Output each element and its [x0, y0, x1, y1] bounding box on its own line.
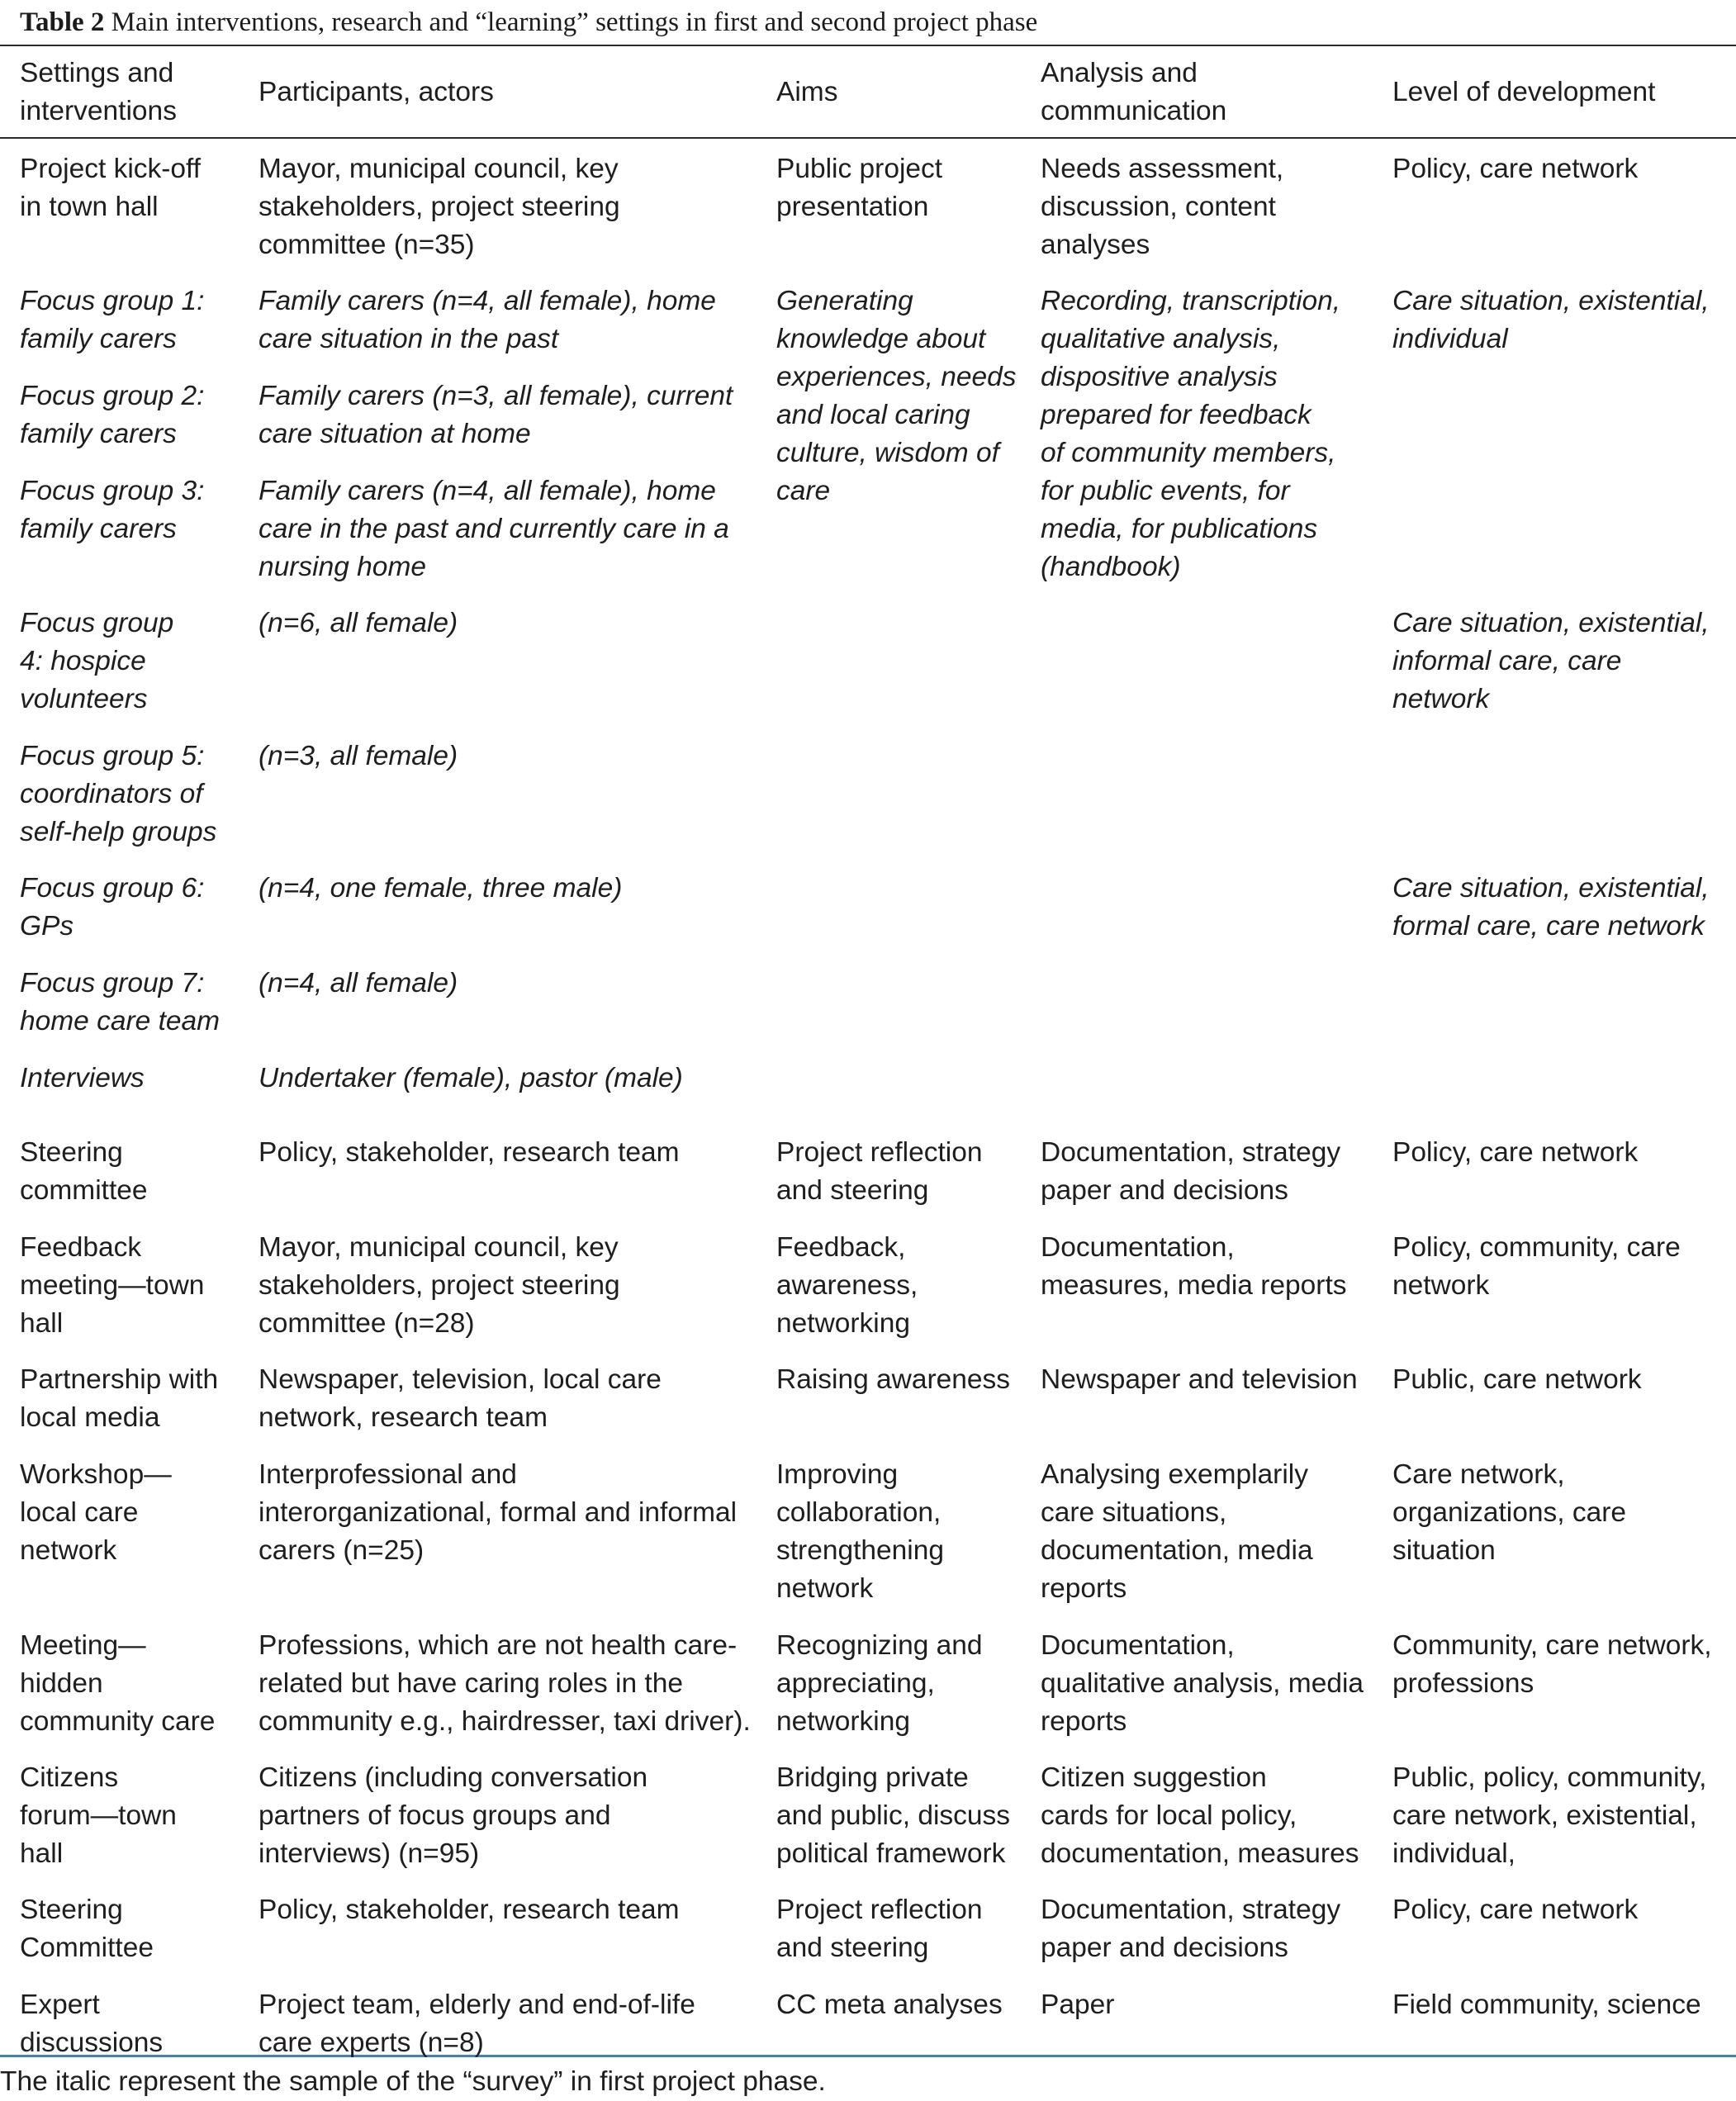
cell-line: Feedback [20, 1232, 142, 1263]
cell-line: local care [20, 1497, 139, 1528]
cell-line: care in the past and currently care in a [259, 514, 729, 544]
row-11-setting [20, 1229, 204, 1343]
row-5-level [1392, 605, 1710, 719]
row-5-participants [259, 605, 458, 643]
row-14-participants [259, 1627, 751, 1741]
row-3-setting [20, 377, 204, 453]
cell-line: situation [1392, 1535, 1496, 1566]
cell-line: related but have caring roles in the [259, 1668, 683, 1699]
row-13-setting [20, 1456, 172, 1570]
cell-line: reports [1041, 1573, 1127, 1604]
cell-line: Care situation, existential, [1392, 286, 1710, 316]
cell-line: paper and decisions [1041, 1175, 1288, 1206]
row-15-level [1392, 1759, 1706, 1873]
row-10-aims [776, 1134, 983, 1210]
row-12-setting [20, 1361, 218, 1437]
column-header-setting [20, 55, 177, 130]
cell-line: Documentation, strategy [1041, 1895, 1341, 1925]
cell-line: Professions, which are not health care- [259, 1630, 738, 1661]
cell-line: Focus group 2: [20, 381, 205, 411]
cell-line: Workshop— [20, 1459, 172, 1490]
cell-line: Project kick-off [20, 154, 202, 184]
row-13-aims [776, 1456, 944, 1608]
cell-line: GPs [20, 911, 74, 941]
cell-line: CC meta analyses [776, 1990, 1003, 2020]
cell-line: Analysing exemplarily [1041, 1459, 1308, 1490]
row-16-analysis [1041, 1891, 1340, 1967]
column-header-aims [776, 74, 837, 111]
cell-line: interviews) (n=95) [259, 1838, 480, 1869]
table-caption [20, 0, 1037, 45]
cell-line: network [776, 1573, 874, 1604]
cell-line: qualitative analysis, [1041, 324, 1281, 354]
cell-line: documentation, measures [1041, 1838, 1359, 1869]
cell-line: network [20, 1535, 117, 1566]
cell-line: Policy, care network [1392, 1895, 1639, 1925]
cell-line: appreciating, [776, 1668, 935, 1699]
cell-line: Participants, actors [259, 77, 494, 107]
cell-line: organizations, care [1392, 1497, 1627, 1528]
row-1-setting [20, 150, 201, 226]
cell-line: for public events, for [1041, 476, 1290, 506]
cell-line: individual, [1392, 1838, 1515, 1869]
cell-line: care network, existential, [1392, 1800, 1697, 1831]
cell-line: Citizen suggestion [1041, 1762, 1267, 1793]
cell-line: interventions [20, 96, 177, 126]
row-3-participants [259, 377, 733, 453]
row-1-analysis [1041, 150, 1283, 264]
cell-line: and steering [776, 1175, 929, 1206]
cell-line: volunteers [20, 684, 148, 714]
cell-line: Citizens [20, 1762, 119, 1793]
row-13-participants [259, 1456, 737, 1570]
cell-line: network [1392, 684, 1490, 714]
cell-line: home care team [20, 1006, 221, 1036]
cell-line: Care situation, existential, [1392, 608, 1710, 638]
row-2-participants [259, 282, 716, 358]
cell-line: Policy, care network [1392, 1137, 1639, 1168]
cell-line: family carers [20, 419, 177, 449]
cell-line: meeting—town [20, 1270, 205, 1301]
cell-line: Family carers (n=4, all female), home [259, 476, 716, 506]
cell-line: care situation at home [259, 419, 531, 449]
cell-line: Citizens (including conversation [259, 1762, 648, 1793]
cell-line: Policy, community, care [1392, 1232, 1681, 1263]
cell-line: Project team, elderly and end-of-life [259, 1990, 695, 2020]
table-footnote: The italic represent the sample of the “survey” in first project phase. [0, 2066, 826, 2097]
row-10-level [1392, 1134, 1638, 1172]
row-7-participants [259, 870, 622, 908]
cell-line: Care network, [1392, 1459, 1565, 1490]
cell-line: in town hall [20, 192, 159, 222]
cell-line: Documentation, [1041, 1232, 1235, 1263]
cell-line: Focus group 6: [20, 873, 205, 903]
cell-line: nursing home [259, 552, 426, 582]
cell-line: Meeting— [20, 1630, 146, 1661]
row-15-setting [20, 1759, 177, 1873]
row-14-setting [20, 1627, 215, 1741]
cell-line: media, for publications [1041, 514, 1318, 544]
cell-line: (n=4, all female) [259, 968, 458, 998]
cell-line: Field community, science [1392, 1990, 1701, 2020]
cell-line: Policy, care network [1392, 154, 1639, 184]
row-17-level [1392, 1986, 1701, 2024]
cell-line: Expert [20, 1990, 100, 2020]
row-8-participants [259, 965, 458, 1003]
cell-line: Recognizing and [776, 1630, 983, 1661]
row-1-aims [776, 150, 942, 226]
cell-line: and public, discuss [776, 1800, 1011, 1831]
cell-line: care [776, 476, 831, 506]
row-12-analysis [1041, 1361, 1358, 1399]
cell-line: Improving [776, 1459, 899, 1490]
cell-line: Mayor, municipal council, key [259, 1232, 619, 1263]
row-13-level [1392, 1456, 1626, 1570]
row-15-analysis [1041, 1759, 1359, 1873]
cell-line: prepared for feedback [1041, 400, 1311, 430]
cell-line: collaboration, [776, 1497, 942, 1528]
row-17-setting [20, 1986, 163, 2062]
cell-line: Interprofessional and [259, 1459, 517, 1490]
cell-line: dispositive analysis [1041, 362, 1278, 392]
cell-line: Bridging private [776, 1762, 969, 1793]
cell-line: hall [20, 1838, 64, 1869]
cell-line: Undertaker (female), pastor (male) [259, 1063, 683, 1093]
row-10-setting [20, 1134, 148, 1210]
row-11-analysis [1041, 1229, 1347, 1305]
row-2-setting [20, 282, 204, 358]
row-6-participants [259, 737, 458, 775]
cell-line: Family carers (n=4, all female), home [259, 286, 716, 316]
cell-line: carers (n=25) [259, 1535, 425, 1566]
row-9-participants [259, 1060, 683, 1098]
row-6-setting [20, 737, 216, 851]
cell-line: Focus group 1: [20, 286, 205, 316]
cell-line: Recording, transcription, [1041, 286, 1341, 316]
row-2-analysis [1041, 282, 1340, 586]
cell-line: Interviews [20, 1063, 145, 1093]
row-12-level [1392, 1361, 1642, 1399]
row-9-setting [20, 1060, 145, 1098]
cell-line: Aims [776, 77, 838, 107]
cell-line: forum—town [20, 1800, 177, 1831]
row-14-aims [776, 1627, 983, 1741]
cell-line: formal care, care network [1392, 911, 1705, 941]
cell-line: Committee [20, 1933, 154, 1963]
cell-line: Analysis and [1041, 58, 1198, 88]
cell-line: Documentation, [1041, 1630, 1235, 1661]
cell-line: network, research team [259, 1402, 548, 1433]
cell-line: Project reflection [776, 1895, 983, 1925]
cell-line: Steering [20, 1137, 123, 1168]
cell-line: (n=3, all female) [259, 741, 458, 771]
cell-line: local media [20, 1402, 160, 1433]
cell-line: Newspaper and television [1041, 1364, 1358, 1395]
table-title: Main interventions, research and “learning” settings in first and second project phase [111, 7, 1038, 37]
cell-line: hall [20, 1308, 64, 1339]
cell-line: documentation, media [1041, 1535, 1313, 1566]
cell-line: measures, media reports [1041, 1270, 1347, 1301]
row-4-setting [20, 472, 204, 548]
cell-line: Focus group 7: [20, 968, 205, 998]
cell-line: stakeholders, project steering [259, 192, 620, 222]
row-4-participants [259, 472, 729, 586]
cell-line: individual [1392, 324, 1508, 354]
cell-line: Mayor, municipal council, key [259, 154, 619, 184]
column-header-level [1392, 74, 1655, 111]
cell-line: family carers [20, 324, 177, 354]
cell-line: partners of focus groups and [259, 1800, 611, 1831]
column-header-participants [259, 74, 494, 111]
row-13-analysis [1041, 1456, 1313, 1608]
cell-line: culture, wisdom of [776, 438, 999, 468]
row-15-aims [776, 1759, 1010, 1873]
cell-line: (handbook) [1041, 552, 1181, 582]
cell-line: professions [1392, 1668, 1534, 1699]
cell-line: of community members, [1041, 438, 1336, 468]
row-2-aims [776, 282, 1017, 510]
row-15-participants [259, 1759, 647, 1873]
row-14-level [1392, 1627, 1712, 1703]
cell-line: Project reflection [776, 1137, 983, 1168]
cell-line: networking [776, 1308, 911, 1339]
cell-line: hidden [20, 1668, 103, 1699]
cell-line: community e.g., hairdresser, taxi driver). [259, 1706, 751, 1737]
cell-line: interorganizational, formal and informal [259, 1497, 738, 1528]
cell-line: self-help groups [20, 817, 217, 847]
row-16-participants [259, 1891, 680, 1929]
row-11-level [1392, 1229, 1681, 1305]
cell-line: Community, care network, [1392, 1630, 1712, 1661]
row-7-level [1392, 870, 1710, 946]
row-16-setting [20, 1891, 154, 1967]
cell-line: Newspaper, television, local care [259, 1364, 662, 1395]
cell-line: cards for local policy, [1041, 1800, 1297, 1831]
cell-line: Care situation, existential, [1392, 873, 1710, 903]
cell-line: experiences, needs [776, 362, 1017, 392]
cell-line: analyses [1041, 230, 1150, 260]
cell-line: Documentation, strategy [1041, 1137, 1341, 1168]
row-17-analysis [1041, 1986, 1114, 2024]
cell-line: stakeholders, project steering [259, 1270, 620, 1301]
cell-line: Raising awareness [776, 1364, 1011, 1395]
row-8-setting [20, 965, 220, 1041]
row-1-participants [259, 150, 620, 264]
column-header-analysis [1041, 55, 1226, 130]
cell-line: committee (n=28) [259, 1308, 475, 1339]
row-5-setting [20, 605, 173, 719]
cell-line: Generating [776, 286, 913, 316]
cell-line: presentation [776, 192, 929, 222]
table-label: Table 2 [20, 7, 105, 37]
row-14-analysis [1041, 1627, 1364, 1741]
cell-line: Policy, stakeholder, research team [259, 1895, 680, 1925]
cell-line: Paper [1041, 1990, 1115, 2020]
cell-line: Focus group 5: [20, 741, 205, 771]
cell-line: family carers [20, 514, 177, 544]
row-7-setting [20, 870, 204, 946]
cell-line: and local caring [776, 400, 970, 430]
cell-line: paper and decisions [1041, 1933, 1288, 1963]
cell-line: Feedback, [776, 1232, 906, 1263]
table-header-rule [0, 137, 1736, 139]
table-top-rule [0, 45, 1736, 46]
row-12-participants [259, 1361, 662, 1437]
cell-line: Family carers (n=3, all female), current [259, 381, 733, 411]
row-11-participants [259, 1229, 620, 1343]
cell-line: coordinators of [20, 779, 203, 809]
cell-line: Level of development [1392, 77, 1656, 107]
cell-line: knowledge about [776, 324, 986, 354]
cell-line: Policy, stakeholder, research team [259, 1137, 680, 1168]
cell-line: care situation in the past [259, 324, 559, 354]
cell-line: (n=4, one female, three male) [259, 873, 623, 903]
cell-line: networking [776, 1706, 911, 1737]
row-16-level [1392, 1891, 1638, 1929]
cell-line: strengthening [776, 1535, 945, 1566]
cell-line: informal care, care [1392, 646, 1622, 676]
cell-line: care situations, [1041, 1497, 1227, 1528]
cell-line: and steering [776, 1933, 929, 1963]
row-17-participants [259, 1986, 695, 2062]
cell-line: Focus group [20, 608, 174, 638]
cell-line: reports [1041, 1706, 1127, 1737]
cell-line: Public, policy, community, [1392, 1762, 1707, 1793]
row-16-aims [776, 1891, 983, 1967]
cell-line: awareness, [776, 1270, 918, 1301]
cell-line: committee (n=35) [259, 230, 475, 260]
cell-line: Needs assessment, [1041, 154, 1284, 184]
cell-line: discussion, content [1041, 192, 1276, 222]
cell-line: Public, care network [1392, 1364, 1642, 1395]
cell-line: political framework [776, 1838, 1006, 1869]
row-12-aims [776, 1361, 1010, 1399]
cell-line: network [1392, 1270, 1490, 1301]
row-17-aims [776, 1986, 1003, 2024]
row-11-aims [776, 1229, 918, 1343]
cell-line: community care [20, 1706, 216, 1737]
row-1-level [1392, 150, 1638, 188]
cell-line: 4: hospice [20, 646, 146, 676]
cell-line: qualitative analysis, media [1041, 1668, 1364, 1699]
cell-line: communication [1041, 96, 1227, 126]
cell-line: Settings and [20, 58, 174, 88]
row-2-level [1392, 282, 1710, 358]
cell-line: Steering [20, 1895, 123, 1925]
cell-line: Focus group 3: [20, 476, 205, 506]
row-10-analysis [1041, 1134, 1340, 1210]
cell-line: Partnership with [20, 1364, 219, 1395]
cell-line: care experts (n=8) [259, 2027, 484, 2058]
cell-line: committee [20, 1175, 148, 1206]
cell-line: discussions [20, 2027, 164, 2058]
cell-line: (n=6, all female) [259, 608, 458, 638]
cell-line: Public project [776, 154, 943, 184]
row-10-participants [259, 1134, 680, 1172]
